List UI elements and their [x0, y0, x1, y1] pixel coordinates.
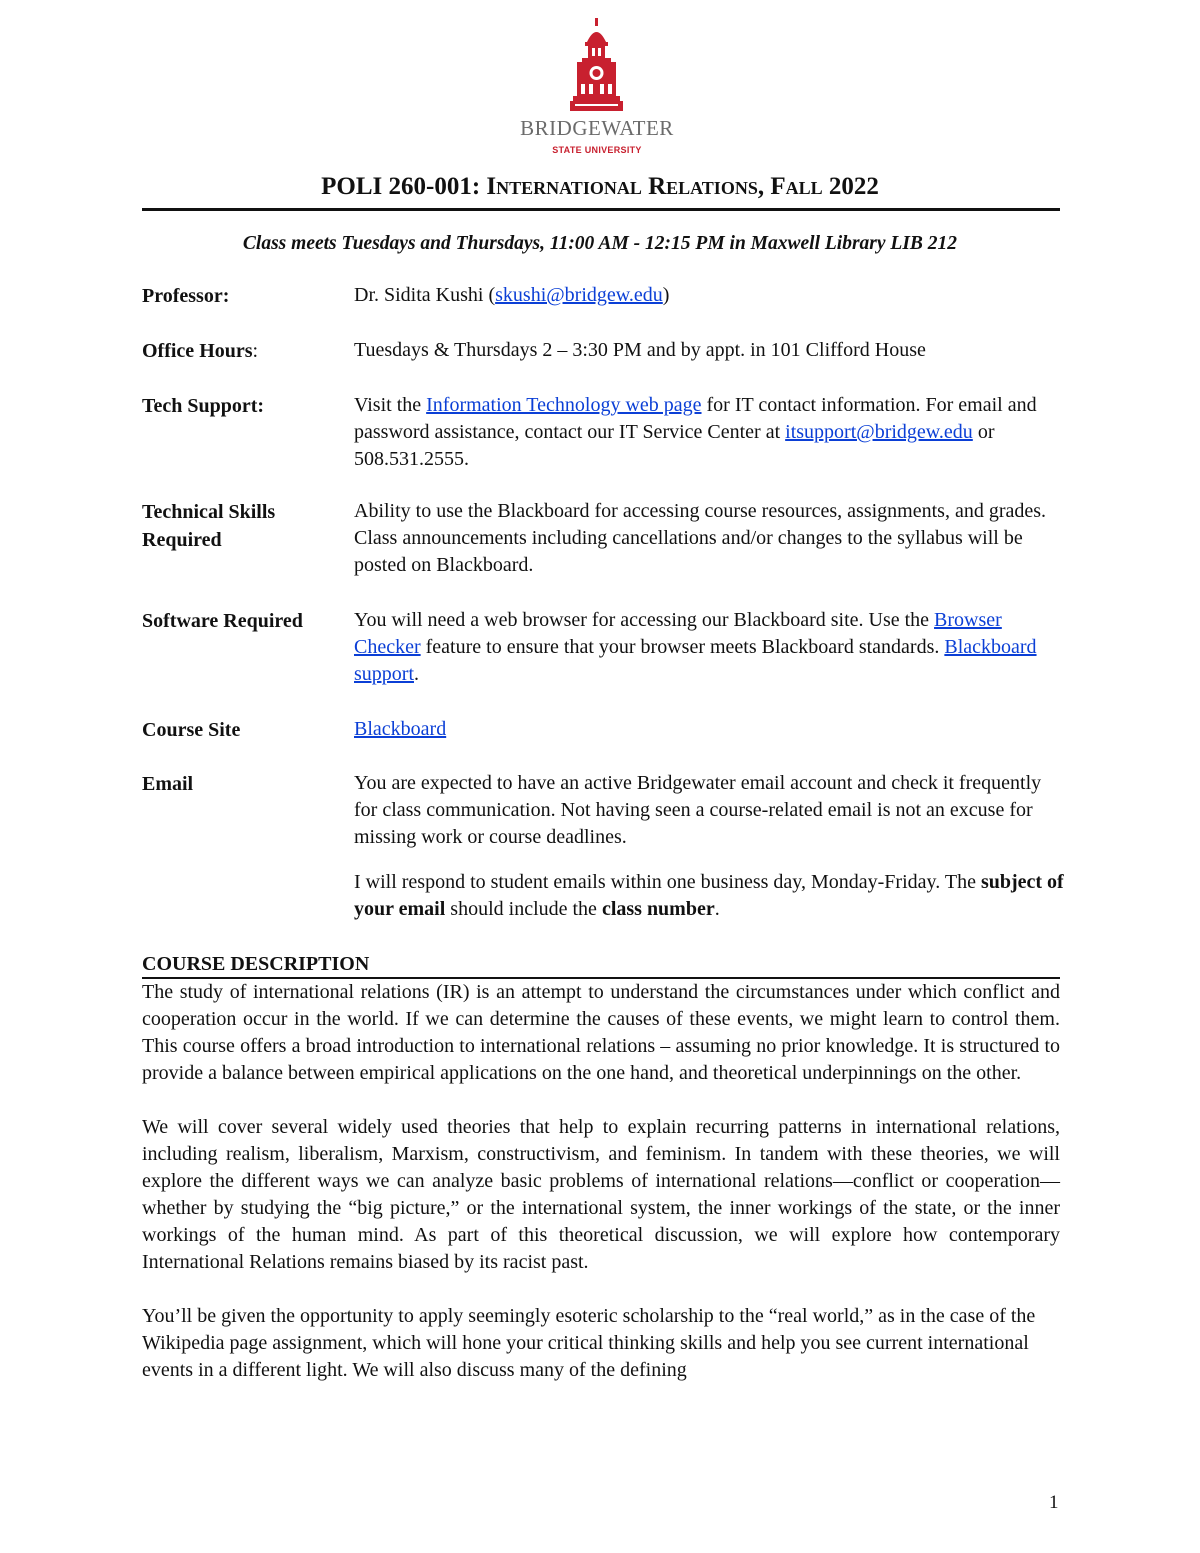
course-description-heading: COURSE DESCRIPTION — [142, 951, 1060, 979]
office-hours-label: Office Hours: — [142, 340, 259, 362]
technical-skills-label: Technical Skills Required — [142, 501, 276, 551]
course-code: POLI 260-001: — [321, 173, 487, 200]
email-value — [354, 770, 1064, 923]
software-label: Software Required — [142, 610, 303, 632]
tech-support-label: Tech Support: — [142, 395, 265, 417]
title-divider — [142, 208, 1060, 211]
email-label: Email — [142, 773, 194, 795]
itsupport-email-link[interactable]: itsupport@bridgew.edu — [785, 421, 973, 443]
description-paragraph: The study of international relations (IR) is an attempt to understand the circumstances under which conflict and cooperation occur in the world. If we can determine the causes of these events, we might learn to control them. This course offers a broad introduction to international relations – assuming no prior knowledge. It is structured to provide a balance between empirical applications on the one hand, and theoretical underpinnings on the other. — [142, 981, 1060, 1084]
university-subtitle: STATE UNIVERSITY — [552, 145, 642, 155]
page-number: 1 — [1049, 1492, 1059, 1513]
course-site-value — [354, 716, 1064, 743]
clock-tower-icon — [515, 18, 679, 118]
professor-label: Professor: — [142, 285, 230, 307]
technical-skills-value: Ability to use the Blackboard for accessing course resources, assignments, and grades. Class announcements including cancellations and/or changes to the syllabus will be posted on Blackboard. — [354, 500, 1047, 576]
it-web-page-link[interactable]: Information Technology web page — [426, 394, 702, 416]
blackboard-support-link[interactable]: Blackboard support — [354, 636, 1037, 685]
blackboard-link[interactable]: Blackboard — [354, 718, 447, 740]
description-paragraph: We will cover several widely used theories that help to explain recurring patterns in international relations, including realism, liberalism, Marxism, constructivism, and feminism. In tandem with these theories, we will explore the different ways we can analyze basic problems of international relations—conflict or cooperation—whether by studying the “big picture,” or the international system, the inner workings of the state, or the inner workings of the human mind. As part of this theoretical discussion, we will explore how contemporary International Relations remains biased by its racist past. — [142, 1116, 1060, 1273]
email-policy-paragraph: You are expected to have an active Bridgewater email account and check it frequently for class communication. Not having seen a course-related email is not an excuse for missing work or course deadlines. — [354, 772, 1042, 848]
course-name: International Relations, Fall 2022 — [486, 173, 879, 200]
page-title — [142, 170, 1058, 204]
browser-checker-link[interactable]: Browser Checker — [354, 609, 1002, 658]
professor-email-link[interactable]: skushi@bridgew.edu — [495, 284, 663, 306]
university-name: BRIDGEWATER — [520, 116, 674, 140]
professor-value: Dr. Sidita Kushi (skushi@bridgew.edu) — [354, 284, 670, 306]
description-paragraph: You’ll be given the opportunity to apply seemingly esoteric scholarship to the “real world,” as in the case of the Wikipedia page assignment, which will hone your critical thinking skills and help you see current international events in a different light. We will also discuss many of the defining — [142, 1305, 1036, 1381]
software-value: You will need a web browser for accessing our Blackboard site. Use the Browser Checker feature to ensure that your browser meets Blackboard standards. Blackboard support. — [354, 609, 1037, 685]
university-logo — [515, 18, 685, 153]
office-hours-value: Tuesdays & Thursdays 2 – 3:30 PM and by appt. in 101 Clifford House — [354, 339, 926, 361]
course-description-body — [142, 979, 1060, 1384]
course-site-label: Course Site — [142, 719, 241, 741]
email-response-paragraph: I will respond to student emails within one business day, Monday-Friday. The subject of your email should include the class number. — [354, 871, 1064, 920]
class-meeting-time: Class meets Tuesdays and Thursdays, 11:00 AM - 12:15 PM in Maxwell Library LIB 212 — [242, 233, 958, 254]
tech-support-value: Visit the Information Technology web page for IT contact information. For email and password assistance, contact our IT Service Center at itsupport@bridgew.edu or 508.531.2555. — [354, 394, 1037, 470]
